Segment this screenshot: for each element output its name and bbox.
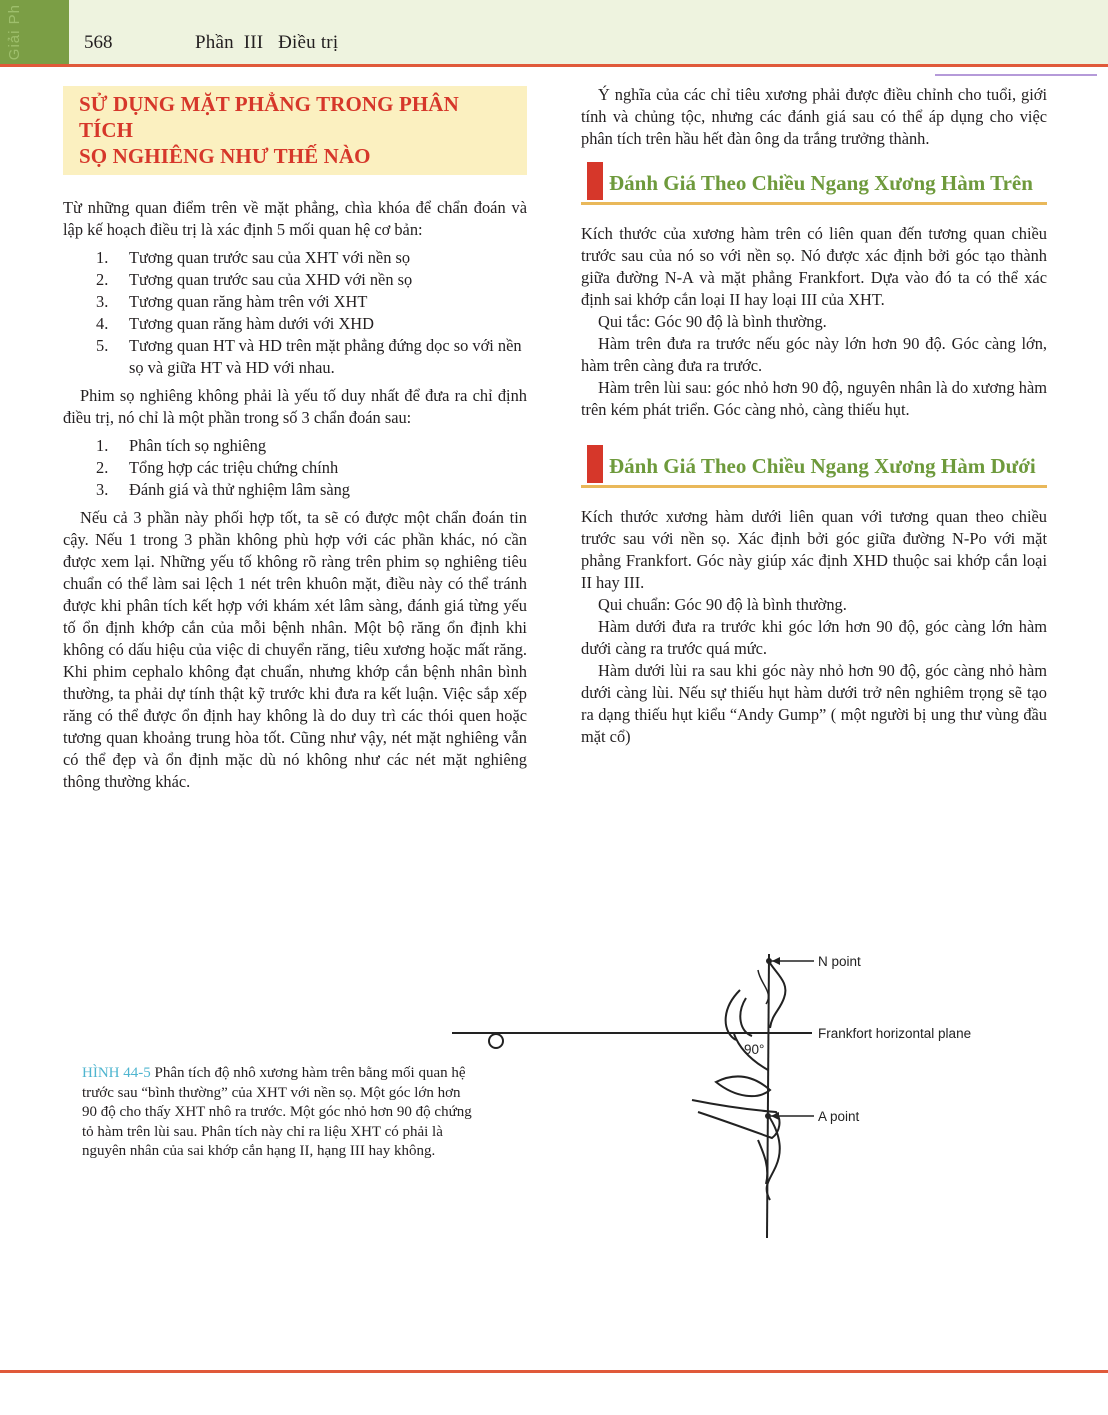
list-item [63, 435, 527, 457]
palate-outline [716, 1076, 770, 1096]
paragraph: Kích thước của xương hàm trên có liên quan đến tương quan chiều trước sau của nó so với nền sọ. Nó được xác định bởi góc tạo thành giữa đường N-A và mặt phẳng Frankfort. Dựa vào đó ta có thể xác định sai khớp cắn loại II hay loại III của XHT. [581, 224, 1047, 309]
paragraph: Qui tắc: Góc 90 độ là bình thường. [598, 312, 827, 331]
list-text: Tổng hợp các triệu chứng chính [129, 458, 339, 477]
side-tab [0, 0, 69, 64]
incisor-outline [758, 1115, 780, 1200]
list-number: 5. [96, 336, 109, 355]
figure-caption [82, 1064, 478, 1162]
maxilla-outline [692, 1100, 779, 1138]
angle-label: 90° [744, 1042, 765, 1057]
list-number: 1. [96, 248, 109, 267]
section-heading-mandible [581, 445, 1047, 488]
relations-list [63, 247, 527, 379]
side-tab-text: Giải Ph [6, 4, 23, 61]
paragraph: Ý nghĩa của các chỉ tiêu xương phải được điều chỉnh cho tuổi, giới tính và chủng tộc, nhưng các đánh giá sau có thể áp dụng cho việc phân tích trên hầu hết đàn ông da trắng trưởng thành. [581, 85, 1047, 148]
figure-caption-label: HÌNH 44-5 [82, 1065, 151, 1081]
paragraph: Qui chuẩn: Góc 90 độ là bình thường. [598, 595, 847, 614]
section-title-line-1: SỬ DỤNG MẶT PHẲNG TRONG PHÂN TÍCH [79, 92, 459, 142]
nasal-profile [768, 960, 785, 1028]
section-title-box [63, 86, 527, 175]
nasal-inner [758, 970, 768, 1004]
page-number: 568 [84, 32, 113, 53]
left-column [63, 86, 527, 793]
header-rule [0, 64, 1108, 67]
list-text: Tương quan răng hàm dưới với XHD [129, 314, 374, 333]
running-head: Phần III Điều trị [195, 32, 339, 53]
figure-caption-text: Phân tích độ nhô xương hàm trên bằng mối quan hệ trước sau “bình thường” của XHT với nền sọ. Một góc lớn hơn 90 độ cho thấy XHT nhô ra trước. Một góc nhỏ hơn 90 độ chứng tỏ hàm trên lùi sau. Phân tích này chỉ ra liệu XHT có phải là nguyên nhân của sai khớp cắn hạng II, hạng III hay không. [82, 1065, 472, 1159]
list-text: Tương quan răng hàm trên với XHT [129, 292, 368, 311]
list-number: 1. [96, 436, 109, 455]
list-number: 4. [96, 314, 109, 333]
paragraph: Hàm trên đưa ra trước nếu góc này lớn hơn 90 độ. Góc càng lớn, hàm trên càng đưa ra trước. [581, 334, 1047, 375]
list-item [63, 269, 527, 291]
paragraph: Phim sọ nghiêng không phải là yếu tố duy nhất để đưa ra chỉ định điều trị, nó chỉ là một phần trong số 3 chẩn đoán sau: [63, 386, 527, 427]
a-point-marker [765, 1113, 771, 1119]
cephalometric-diagram [440, 940, 1020, 1250]
list-text: Tương quan trước sau của XHT với nền sọ [129, 248, 411, 267]
diagnosis-list [63, 435, 527, 501]
list-text: Tương quan HT và HD trên mặt phẳng đứng dọc so với nền sọ và giữa HT và HD với nhau. [129, 336, 522, 377]
list-item [63, 335, 527, 379]
list-text: Đánh giá và thử nghiệm lâm sàng [129, 480, 351, 499]
list-number: 3. [96, 480, 109, 499]
section-heading-text: Đánh Giá Theo Chiều Ngang Xương Hàm Dưới [609, 454, 1036, 478]
list-item [63, 479, 527, 501]
paragraph: Nếu cả 3 phần này phối hợp tốt, ta sẽ có được một chẩn đoán tin cậy. Nếu 1 trong 3 phần không phù hợp với các phần khác, nó cần được xem lại. Những yếu tố không rõ ràng trên phim sọ nghiêng tiêu chuẩn có thể làm sai lệch 1 nét trên khuôn mặt, điều này có thể tránh được khi phân tích kết hợp với khám xét lâm sàng, đánh giá từng yếu tố ổn định khớp cắn của mỗi bệnh nhân. Một bộ răng ổn định khi không có dấu hiệu của việc di chuyển răng, tiêu xương hoặc mất răng. Khi phim cephalo không đạt chuẩn, nhưng khớp cắn bệnh nhân bình thường, ta phải dự tính thật kỹ trước khi đưa ra kết luận. Việc sắp xếp răng có thể được ổn định hay không là do duy trì các thói quen hoặc tương quan khoảng trung hòa tốt. Cũng như vậy, nét mặt nghiêng vẫn có thể đẹp và ổn định mặc dù nó không như các nét mặt nghiêng thông thường khác. [63, 508, 527, 791]
decorative-rule [935, 74, 1097, 76]
list-item [63, 457, 527, 479]
frankfort-label: Frankfort horizontal plane [818, 1026, 972, 1041]
paragraph: Kích thước xương hàm dưới liên quan với tương quan theo chiều trước sau với nền sọ. Xác định bởi góc giữa đường N-Po với mặt phẳng Frankfort. Góc này giúp xác định XHD thuộc sai khớp cắn loại II hay III. [581, 507, 1047, 592]
paragraph: Hàm dưới lùi ra sau khi góc này nhỏ hơn 90 độ, góc càng nhỏ hàm dưới càng lùi. Nếu sự thiếu hụt hàm dưới trở nên nghiêm trọng sẽ tạo ra dạng thiếu hụt kiểu “Andy Gump” ( một người bị ung thư vùng đầu mặt cổ) [581, 661, 1047, 746]
intro-paragraph: Từ những quan điểm trên về mặt phẳng, chìa khóa để chẩn đoán và lập kế hoạch điều trị là xác định 5 mối quan hệ cơ bản: [63, 198, 527, 239]
n-point-arrow [772, 957, 780, 965]
footer-rule [0, 1370, 1108, 1373]
right-column [581, 84, 1047, 748]
list-item [63, 313, 527, 335]
list-item [63, 291, 527, 313]
a-point-arrow [771, 1112, 779, 1120]
list-number: 3. [96, 292, 109, 311]
list-text: Tương quan trước sau của XHD với nền sọ [129, 270, 413, 289]
n-point-label: N point [818, 954, 861, 969]
n-point-marker [766, 958, 772, 964]
section-marker [587, 162, 603, 200]
list-number: 2. [96, 458, 109, 477]
a-point-label: A point [818, 1109, 860, 1124]
list-item [63, 247, 527, 269]
porion-circle [489, 1034, 503, 1048]
list-text: Phân tích sọ nghiêng [129, 436, 267, 455]
paragraph: Hàm dưới đưa ra trước khi góc lớn hơn 90 độ, góc càng lớn hàm dưới càng ra trước quá mức. [581, 617, 1047, 658]
section-heading-text: Đánh Giá Theo Chiều Ngang Xương Hàm Trên [609, 171, 1033, 195]
section-marker [587, 445, 603, 483]
section-title-line-2: SỌ NGHIÊNG NHƯ THẾ NÀO [79, 144, 371, 168]
section-heading-maxilla [581, 162, 1047, 205]
list-number: 2. [96, 270, 109, 289]
header-band [0, 0, 1108, 64]
paragraph: Hàm trên lùi sau: góc nhỏ hơn 90 độ, nguyên nhân là do xương hàm trên kém phát triển. Góc càng nhỏ, càng thiếu hụt. [581, 378, 1047, 419]
